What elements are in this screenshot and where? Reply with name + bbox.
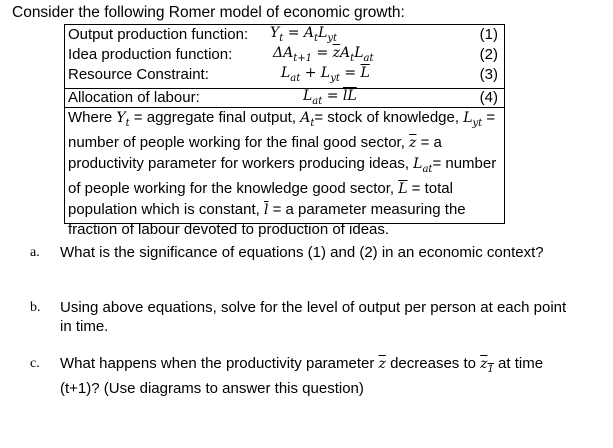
equation-row-4	[65, 88, 504, 108]
equation-label: Resource Constraint:	[68, 66, 209, 83]
equation-number: (2)	[479, 46, 498, 63]
equation-number: (3)	[479, 66, 498, 83]
model-box	[64, 24, 505, 239]
question-label: b.	[30, 300, 41, 315]
equation-row-2	[65, 45, 504, 65]
question-text: Using above equations, solve for the level of output per person at each point in time.	[60, 299, 567, 335]
equation-resource: $L_{at} + L_{yt} = \overline{L}$	[281, 65, 370, 84]
equation-label: Output production function:	[68, 26, 249, 43]
question-label: a.	[30, 245, 40, 260]
question-text: What happens when the productivity parameter $\overline{z}$ decreases to $z_1$ at time (t+1)? (Use diagrams to answer this question)	[60, 355, 544, 397]
question-text: What is the significance of equations (1) and (2) in an economic context?	[60, 244, 544, 261]
equation-number: (1)	[479, 26, 498, 43]
question-label: c.	[30, 356, 40, 371]
equation-number: (4)	[479, 89, 498, 106]
intro-text: Consider the following Romer model of economic growth:	[12, 4, 405, 21]
equation-label: Allocation of labour:	[68, 89, 200, 106]
equation-output: $Y_t = A_tL_{yt}$	[270, 25, 338, 44]
definitions-text: Where $Y_t$ = aggregate final output, $A_t=$ stock of knowledge, $L_{yt}$ = number of people working for the final good sector, $\overline{z} = a$ productivity parameter for workers producing ideas, $L_{at}=$ number of people working for the knowledge good sector, $\overline{L}$ = total population which is constant, $\overline{l} = a$ parameter measuring the fraction of labour devoted to production of ideas.	[68, 109, 497, 239]
equation-allocation: $L_{at} = \overline{l}\overline{L}$	[303, 88, 357, 107]
equation-row-3	[65, 65, 504, 85]
equation-label: Idea production function:	[68, 46, 233, 63]
equation-idea: $\Delta A_{t+1} = \overline{z}A_tL_{at}$	[273, 45, 374, 64]
equation-row-1	[65, 25, 504, 45]
